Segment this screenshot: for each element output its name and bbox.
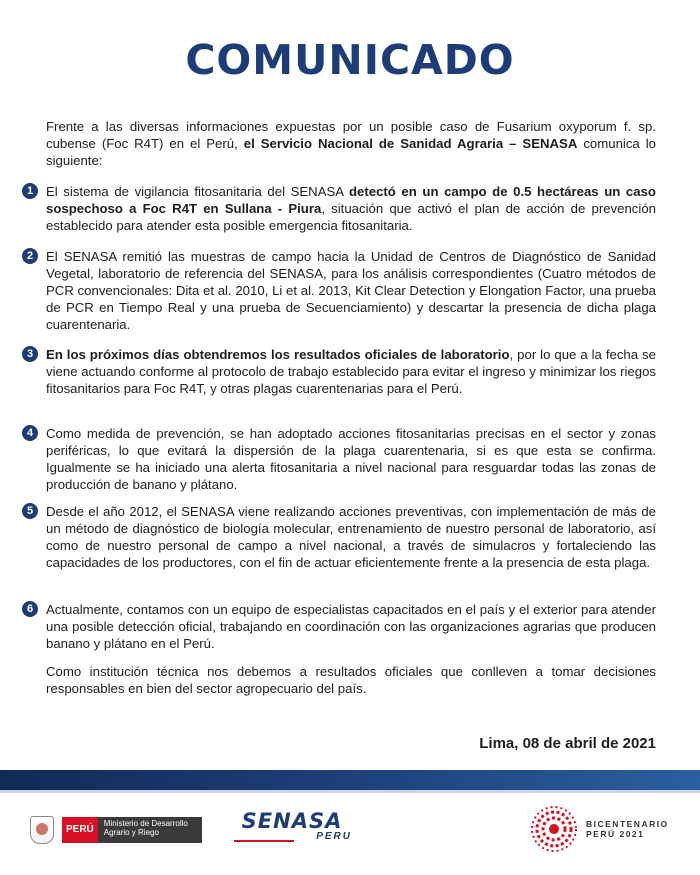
- item-2: [26, 248, 656, 333]
- bicentenario-text: [586, 819, 669, 839]
- item-1-text-2: , situación que activó el plan de acción de prevención establecido para atender esta posible emergencia fitosanitaria.: [46, 201, 656, 233]
- closing-paragraph: Como institución técnica nos debemos a resultados oficiales que conlleven a tomar decisiones responsables en bien del sector agropecuario del país.: [46, 664, 656, 696]
- intro-text-1: Frente a las diversas informaciones expuestas por un posible caso de Fusarium oxyporum f. sp. cubense (Foc R4T) en el Perú,: [46, 119, 656, 151]
- senasa-name: SENASA: [241, 809, 343, 833]
- date-line: Lima, 08 de abril de 2021: [479, 735, 656, 752]
- number-badge-3: 3: [22, 346, 38, 362]
- bicentenario-line-1: BICENTENARIO: [586, 819, 669, 829]
- footer: [0, 793, 700, 875]
- coat-of-arms-icon: [30, 816, 54, 844]
- item-1-text-1: El sistema de vigilancia fitosanitaria del SENASA: [46, 184, 349, 199]
- number-badge-2: 2: [22, 248, 38, 264]
- item-4-text: Como medida de prevención, se han adoptado acciones fitosanitarias precisas en el sector y zonas periféricas, lo que evitará la dispersión de la plaga cuarentenaria, si es que esta se confirma. Igualmente se ha iniciado una alerta fitosanitaria a nivel nacional para resguardar todas las zonas de producción de banano y plátano.: [46, 426, 656, 492]
- item-5-text: Desde el año 2012, el SENASA viene realizando acciones preventivas, con implementación de más de un método de diagnóstico de biología molecular, entrenamiento de nuestro personal de laboratorio, así como de nuestro personal de campo a nivel nacional, a través de simulacros y fortaleciendo las capacidades de los productores, con el fin de actuar eficientemente frente a la presencia de esta plaga.: [46, 504, 656, 570]
- item-3-text: , por lo que a la fecha se viene actuando conforme al protocolo de trabajo establecido para evitar el ingreso y minimizar los riegos fitosanitarios para Foc R4T, y otras plagas cuarentenarias para el Perú.: [46, 347, 656, 396]
- page-title: COMUNICADO: [185, 36, 515, 84]
- ministry-logo: [30, 813, 202, 847]
- senasa-logo: [232, 809, 352, 842]
- peru-label: PERÚ: [62, 817, 98, 843]
- item-1-bold: detectó en un campo de 0.5 hectáreas un caso sospechoso a Foc R4T en Sullana - Piura: [46, 184, 656, 216]
- intro-text-2: comunica lo siguiente:: [46, 136, 656, 168]
- item-1: [26, 183, 656, 234]
- number-badge-6: 6: [22, 601, 38, 617]
- item-6-text: Actualmente, contamos con un equipo de especialistas capacitados en el país y el exterior para atender una posible detección oficial, trabajando en coordinación con las organizaciones agrarias que producen banano y plátano en el Perú.: [46, 602, 656, 651]
- item-6: [26, 601, 656, 652]
- senasa-underline: [234, 840, 294, 842]
- bicentenario-line-2: PERÚ 2021: [586, 829, 645, 839]
- ministry-name: Ministerio de Desarrollo Agrario y Riego: [98, 817, 202, 843]
- item-3-bold: En los próximos días obtendremos los resultados oficiales de laboratorio: [46, 347, 510, 362]
- number-badge-1: 1: [22, 183, 38, 199]
- item-2-text: El SENASA remitió las muestras de campo hacia la Unidad de Centros de Diagnóstico de Sanidad Vegetal, laboratorio de referencia del SENASA, para los análisis correspondientes (Cuatro métodos de PCR convencionales: Dita et al. 2010, Li et al. 2013, Kit Clear Detection y Elongation Factor, una prueba de PCR en Tiempo Real y una prueba de Secuenciamiento) y descartar la presencia de dicha plaga cuarentenaria.: [46, 249, 656, 332]
- item-3: [26, 346, 656, 397]
- intro-bold: el Servicio Nacional de Sanidad Agraria – SENASA: [243, 136, 578, 151]
- intro-paragraph: [46, 118, 656, 169]
- number-badge-5: 5: [22, 503, 38, 519]
- item-4: [26, 425, 656, 493]
- footer-band: [0, 770, 700, 790]
- bicentenario-emblem-icon: [530, 805, 578, 853]
- bicentenario-logo: [530, 805, 669, 853]
- senasa-country: PERU: [316, 831, 352, 842]
- number-badge-4: 4: [22, 425, 38, 441]
- item-5: [26, 503, 656, 571]
